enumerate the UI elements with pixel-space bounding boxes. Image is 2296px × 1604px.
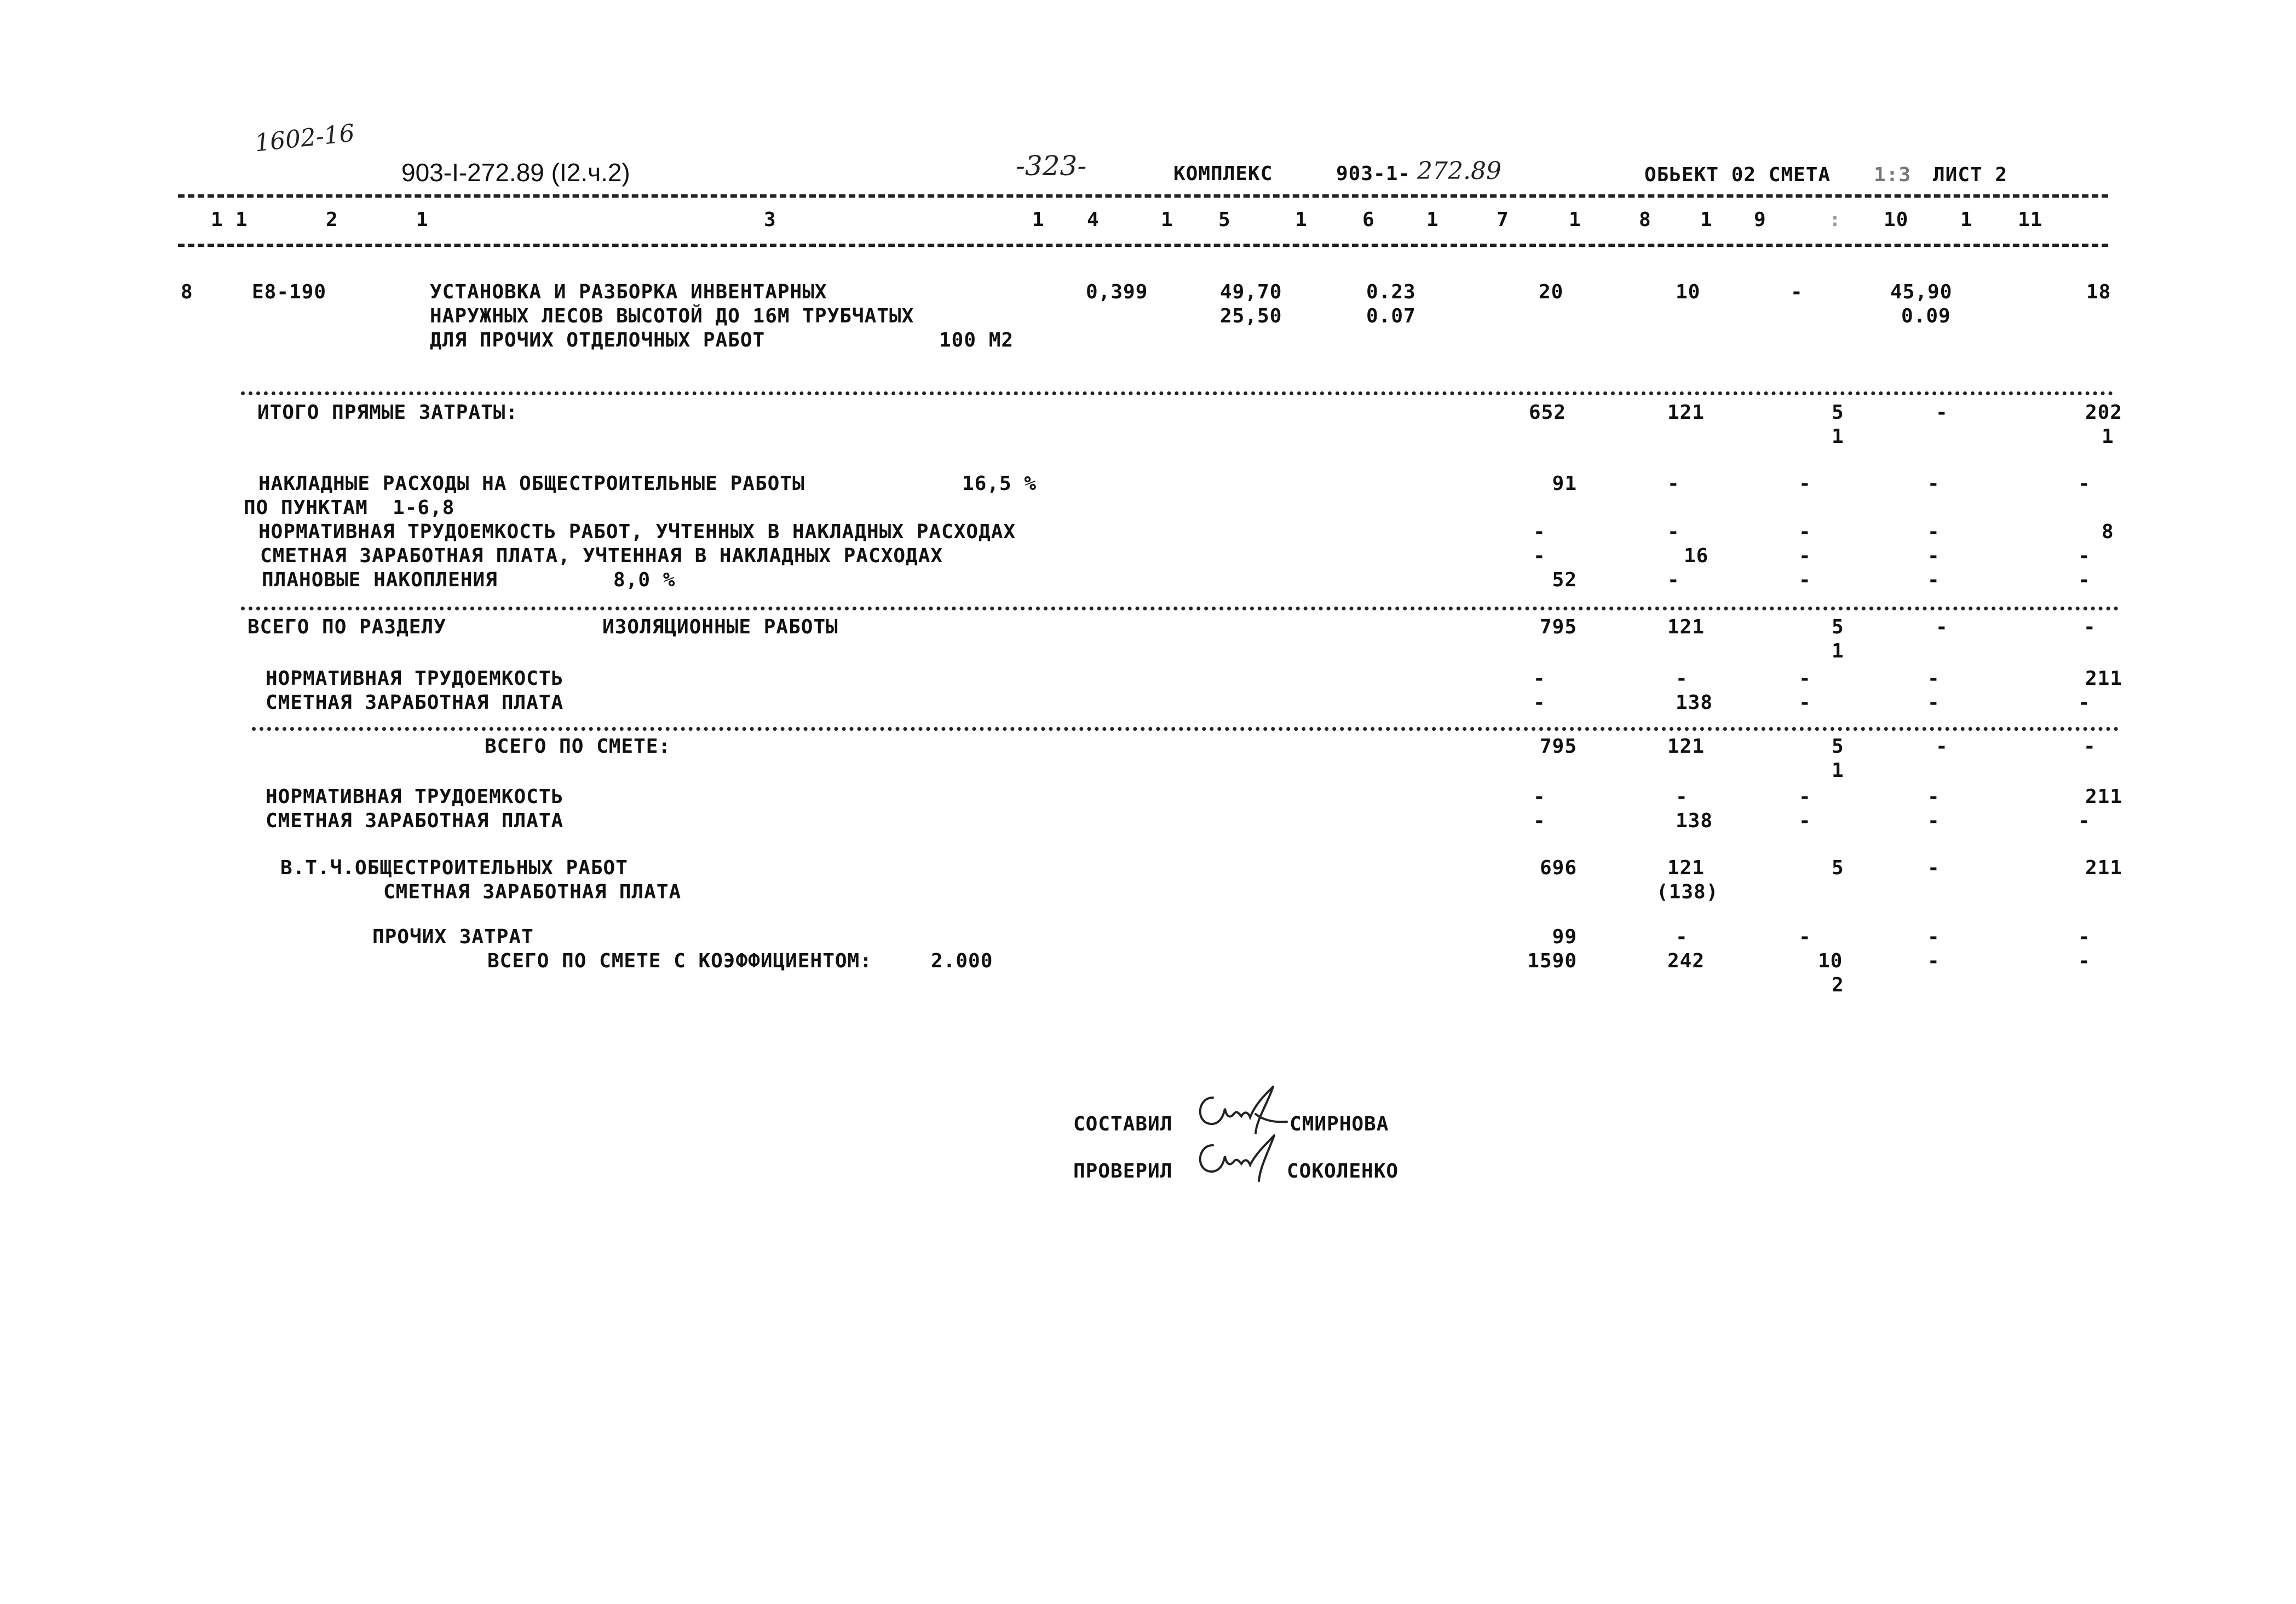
overheads-label: НАКЛАДНЫЕ РАСХОДЫ НА ОБЩЕСТРОИТЕЛЬНЫЕ РАБОТЫ — [258, 472, 805, 495]
object-label: ОБЬЕКТ 02 СМЕТА — [1644, 164, 1831, 186]
general-construction-wage-col8: (138) — [1656, 881, 1719, 903]
dash: - — [1927, 569, 1940, 591]
dash: - — [1927, 857, 1940, 879]
total-with-coefficient-col7: 1590 — [1527, 950, 1577, 972]
item-description-line: НАРУЖНЫХ ЛЕСОВ ВЫСОТОЙ ДО 16М ТРУБЧАТЫХ — [430, 305, 914, 327]
dash: - — [1667, 521, 1680, 543]
item-unit-wage: 25,50 — [1220, 305, 1282, 327]
other-costs-label: ПРОЧИХ ЗАТРАТ — [372, 926, 534, 948]
estimate-total-col8: 121 — [1667, 735, 1705, 758]
col-sep: 1 — [416, 209, 429, 231]
column-number: 3 — [764, 209, 776, 231]
dash: - — [1927, 472, 1940, 495]
column-number: 2 — [326, 209, 338, 231]
dash: - — [1799, 667, 1811, 690]
column-number: 6 — [1362, 209, 1375, 231]
item-col11: 18 — [2086, 281, 2111, 303]
planned-savings-label: ПЛАНОВЫЕ НАКОПЛЕНИЯ — [262, 569, 498, 591]
column-number: 8 — [1639, 209, 1651, 231]
item-description-line: ДЛЯ ПРОЧИХ ОТДЕЛОЧНЫХ РАБОТ — [430, 329, 766, 351]
dash: - — [2078, 472, 2091, 495]
total-direct-col8: 121 — [1667, 401, 1705, 424]
total-with-coefficient-col8: 242 — [1667, 950, 1705, 972]
dash: - — [1927, 786, 1940, 808]
item-col10-value: 0.09 — [1901, 305, 1951, 327]
dash: - — [1927, 667, 1940, 690]
item-number: 8 — [181, 281, 193, 303]
estimate-labor-label: НОРМАТИВНАЯ ТРУДОЕМКОСТЬ — [266, 786, 564, 808]
dash: - — [1799, 521, 1811, 543]
dash: - — [1927, 926, 1940, 948]
signature-checked — [1191, 1129, 1301, 1189]
dash: - — [1533, 691, 1546, 714]
compiled-by-label: СОСТАВИЛ — [1073, 1113, 1173, 1135]
item-col6-value: 0.23 — [1366, 281, 1416, 303]
compiled-by-name: СМИРНОВА — [1290, 1113, 1389, 1135]
dash: - — [1799, 472, 1811, 495]
dash: - — [1799, 691, 1811, 714]
dash: - — [1936, 616, 1948, 638]
dash: - — [2078, 569, 2091, 591]
total-direct-col11: 202 — [2085, 401, 2123, 424]
complex-code-handwritten: 272.89 — [1417, 157, 1501, 185]
section-total-col8: 121 — [1667, 616, 1705, 638]
dash: - — [1676, 926, 1688, 948]
dash: - — [1799, 569, 1811, 591]
dash: - — [2078, 545, 2091, 567]
dash: - — [1533, 521, 1546, 543]
total-direct-col10: - — [1936, 401, 1948, 424]
dash: - — [1927, 545, 1940, 567]
item-code: Е8-190 — [252, 281, 327, 303]
estimate-total-col7: 795 — [1539, 735, 1577, 758]
checked-by-name: СОКОЛЕНКО — [1287, 1160, 1399, 1182]
general-construction-col9: 5 — [1832, 857, 1844, 879]
overheads-labor-label: НОРМАТИВНАЯ ТРУДОЕМКОСТЬ РАБОТ, УЧТЕННЫХ В НАКЛАДНЫХ РАСХОДАХ — [258, 521, 1016, 543]
section-name: ИЗОЛЯЦИОННЫЕ РАБОТЫ — [602, 616, 838, 638]
coefficient-value: 2.000 — [931, 950, 993, 972]
estimate-total-label: ВСЕГО ПО СМЕТЕ: — [485, 735, 671, 758]
item-col6-value: 0.07 — [1366, 305, 1416, 327]
column-number: 4 — [1087, 209, 1100, 231]
dash: - — [1676, 667, 1688, 690]
other-costs-col7: 99 — [1552, 926, 1577, 948]
column-number: 10 — [1884, 209, 1909, 231]
overheads-items-label: ПО ПУНКТАМ 1-6,8 — [244, 497, 455, 519]
total-direct-col7: 652 — [1528, 401, 1566, 424]
estimate-wage-col8: 138 — [1676, 810, 1713, 832]
item-col9: - — [1791, 281, 1803, 303]
total-with-coefficient-col9: 2 — [1832, 974, 1844, 996]
col-sep: 1 — [1161, 209, 1173, 231]
estimate-total-col9: 1 — [1832, 759, 1844, 782]
complex-label: КОМПЛЕКС — [1173, 163, 1273, 185]
dash: - — [1533, 810, 1546, 832]
overheads-col7: 91 — [1552, 472, 1577, 495]
section-wage-label: СМЕТНАЯ ЗАРАБОТНАЯ ПЛАТА — [266, 691, 564, 714]
header-rule-top — [178, 194, 2108, 198]
dash: - — [2078, 691, 2091, 714]
item-quantity: 0,399 — [1086, 281, 1148, 303]
handwritten-sheet-number: 1602-16 — [253, 119, 356, 158]
dash: - — [1927, 521, 1940, 543]
dash: - — [1799, 926, 1811, 948]
document-code: 903-I-272.89 (I2.ч.2) — [401, 158, 630, 187]
checked-by-label: ПРОВЕРИЛ — [1073, 1160, 1173, 1182]
dash: - — [1533, 786, 1546, 808]
separator-line — [241, 391, 2114, 395]
item-unit-cost: 49,70 — [1220, 281, 1282, 303]
dash: - — [1799, 545, 1811, 567]
dash: - — [1927, 950, 1940, 972]
item-wage-total: 10 — [1676, 281, 1701, 303]
col-sep: 1 — [1700, 209, 1713, 231]
overheads-wage-col8: 16 — [1684, 545, 1709, 567]
dash: - — [1533, 545, 1546, 567]
general-construction-col8: 121 — [1667, 857, 1705, 879]
total-with-coefficient-col9: 10 — [1818, 950, 1843, 972]
section-labor-col11: 211 — [2085, 667, 2123, 690]
total-with-coefficient-label: ВСЕГО ПО СМЕТЕ С КОЭФФИЦИЕНТОМ: — [487, 950, 872, 972]
general-construction-wage-label: СМЕТНАЯ ЗАРАБОТНАЯ ПЛАТА — [383, 881, 682, 903]
estimate-labor-col11: 211 — [2085, 786, 2123, 808]
item-total: 20 — [1539, 281, 1564, 303]
column-number: 9 — [1754, 209, 1766, 231]
planned-savings-col7: 52 — [1552, 569, 1577, 591]
section-total-col9: 5 — [1832, 616, 1844, 638]
column-number: 1 — [235, 209, 248, 231]
col-sep: 1 — [1569, 209, 1581, 231]
estimate-total-col9: 5 — [1832, 735, 1844, 758]
total-direct-col11: 1 — [2102, 425, 2114, 448]
dash: - — [1676, 786, 1688, 808]
dash: - — [1667, 569, 1680, 591]
dash: - — [2078, 810, 2091, 832]
planned-savings-percent: 8,0 % — [613, 569, 676, 591]
column-number: 5 — [1218, 209, 1231, 231]
smeta-number: 1:3 — [1874, 164, 1912, 186]
total-direct-label: ИТОГО ПРЯМЫЕ ЗАТРАТЫ: — [257, 401, 519, 424]
col-sep: 1 — [1032, 209, 1045, 231]
dash: - — [1799, 786, 1811, 808]
complex-code-printed: 903-1- — [1336, 163, 1411, 185]
general-construction-col7: 696 — [1539, 857, 1577, 879]
dash: - — [1533, 667, 1546, 690]
col-sep: 1 — [1426, 209, 1439, 231]
header-rule-bottom — [178, 244, 2108, 247]
total-direct-col9: 1 — [1832, 425, 1844, 448]
dash: - — [1667, 472, 1680, 495]
column-number: 7 — [1497, 209, 1509, 231]
sheet-label: ЛИСТ 2 — [1933, 164, 2008, 186]
dash: - — [1927, 691, 1940, 714]
total-direct-col9: 5 — [1832, 401, 1844, 424]
dash: - — [1936, 735, 1948, 758]
dash: - — [1927, 810, 1940, 832]
overheads-percent: 16,5 % — [962, 472, 1037, 495]
section-total-col9: 1 — [1832, 640, 1844, 662]
dash: - — [2078, 950, 2091, 972]
section-total-label: ВСЕГО ПО РАЗДЕЛУ — [248, 616, 446, 638]
dash: - — [2084, 735, 2096, 758]
overheads-labor-col11: 8 — [2102, 521, 2114, 543]
item-description-line: УСТАНОВКА И РАЗБОРКА ИНВЕНТАРНЫХ — [430, 281, 827, 303]
column-number: 11 — [2018, 209, 2043, 231]
item-unit: 100 М2 — [939, 329, 1014, 351]
col-sep: : — [1829, 209, 1842, 231]
col-sep: 1 — [211, 209, 223, 231]
estimate-wage-label: СМЕТНАЯ ЗАРАБОТНАЯ ПЛАТА — [266, 810, 564, 832]
separator-line — [241, 607, 2119, 610]
section-labor-label: НОРМАТИВНАЯ ТРУДОЕМКОСТЬ — [266, 667, 564, 690]
section-wage-col8: 138 — [1676, 691, 1713, 714]
item-col10-value: 45,90 — [1890, 281, 1953, 303]
dash: - — [2078, 926, 2091, 948]
col-sep: 1 — [1295, 209, 1308, 231]
overheads-wage-label: СМЕТНАЯ ЗАРАБОТНАЯ ПЛАТА, УЧТЕННАЯ В НАКЛАДНЫХ РАСХОДАХ — [260, 545, 943, 567]
page-number: -323- — [1016, 150, 1087, 182]
general-construction-label: В.Т.Ч.ОБЩЕСТРОИТЕЛЬНЫХ РАБОТ — [280, 857, 628, 879]
col-sep: 1 — [1960, 209, 1973, 231]
separator-line — [252, 727, 2119, 731]
dash: - — [1799, 810, 1811, 832]
general-construction-col11: 211 — [2085, 857, 2123, 879]
section-total-col7: 795 — [1539, 616, 1577, 638]
dash: - — [2084, 616, 2096, 638]
